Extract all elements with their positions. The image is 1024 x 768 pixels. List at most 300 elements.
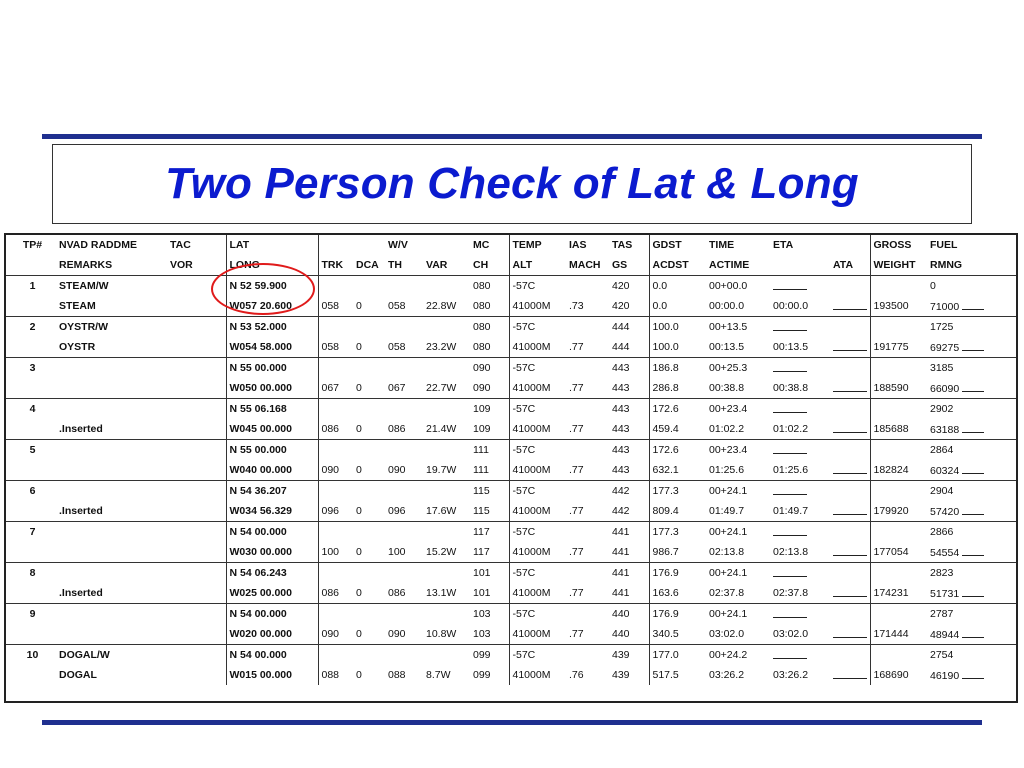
cell-var [423, 563, 470, 584]
cell-th [385, 481, 423, 502]
cell-name: OYSTR [59, 341, 96, 353]
cell-dca: 0 [356, 628, 362, 640]
cell-var [423, 358, 470, 379]
cell-ata [830, 624, 870, 645]
cell-trk: 067 [318, 378, 353, 399]
cell-trk [318, 358, 353, 379]
cell-lat: W034 56.329 [226, 501, 318, 522]
cell-th [385, 276, 423, 297]
cell-gdst: 177.3 [649, 522, 706, 543]
cell-fuel: 2904 [927, 481, 1016, 502]
cell-trk [318, 317, 353, 338]
blank-entry-line [773, 649, 807, 659]
cell-gross [870, 317, 927, 338]
cell-dca [353, 440, 385, 461]
cell-tas: 443 [609, 399, 649, 420]
cell-tas: 441 [612, 546, 630, 558]
cell-lat: W015 00.000 [226, 665, 318, 685]
header-cell: TEMP [509, 235, 566, 255]
cell-temp: -57C [509, 399, 566, 420]
cell-tac [167, 358, 226, 379]
cell-tas: 440 [612, 628, 630, 640]
cell-tp [6, 337, 56, 358]
bottom-divider-rule [42, 720, 982, 725]
cell-mc: 115 [470, 481, 509, 502]
blank-entry-line [833, 300, 867, 310]
cell-gross: 179920 [870, 501, 927, 522]
cell-gross [870, 440, 927, 461]
cell-time: 00:13.5 [709, 341, 745, 353]
cell-var: 13.1W [426, 587, 457, 599]
cell-mc: 099 [470, 645, 509, 666]
cell-temp: -57C [509, 440, 566, 461]
cell-ias: .77 [569, 341, 584, 353]
header-cell [770, 255, 830, 276]
cell-gross [870, 604, 927, 625]
cell-dca: 0 [356, 464, 362, 476]
cell-gross: 182824 [870, 460, 927, 481]
cell-time: 00+24.2 [706, 645, 770, 666]
header-cell: FUEL [930, 239, 958, 251]
cell-th: 100 [388, 546, 406, 558]
cell-th: 088 [388, 669, 406, 681]
cell-tac [167, 440, 226, 461]
cell-temp: 41000M [509, 460, 566, 481]
cell-tp: 10 [6, 645, 56, 666]
cell-dca: 0 [356, 669, 362, 681]
cell-mc: 080 [470, 276, 509, 297]
cell-gross [870, 481, 927, 502]
cell-tp: 7 [6, 522, 56, 543]
header-cell: LAT [226, 235, 318, 255]
blank-entry-line [962, 587, 984, 597]
header-cell: TAS [612, 239, 633, 251]
cell-mc: 111 [473, 464, 489, 476]
slide-title: Two Person Check of Lat & Long [165, 159, 859, 208]
cell-ata [830, 665, 870, 685]
cell-name [56, 542, 167, 563]
blank-entry-line [962, 423, 984, 433]
blank-entry-line [962, 546, 984, 556]
cell-gross [870, 276, 927, 297]
cell-dca: 0 [356, 300, 362, 312]
cell-temp: 41000M [509, 337, 566, 358]
cell-var: 10.8W [426, 628, 457, 640]
cell-var [423, 399, 470, 420]
cell-tac [167, 501, 226, 522]
cell-temp: -57C [509, 358, 566, 379]
cell-ias [566, 645, 609, 666]
cell-time: 00+24.1 [706, 481, 770, 502]
waypoint-row [6, 399, 1016, 420]
cell-eta: 01:02.2 [773, 423, 809, 435]
cell-ias [566, 276, 609, 297]
cell-tp: 6 [6, 481, 56, 502]
cell-var: 21.4W [426, 423, 457, 435]
cell-mc: 115 [473, 505, 490, 517]
cell-trk [318, 276, 353, 297]
cell-gdst: 176.9 [649, 563, 706, 584]
cell-gross [870, 399, 927, 420]
cell-trk: 096 [318, 501, 353, 522]
flight-plan-sheet [4, 233, 1018, 703]
cell-tas: 444 [609, 317, 649, 338]
cell-gdst: 163.6 [649, 583, 706, 604]
cell-mc: 117 [470, 522, 509, 543]
cell-fuel: 51731 [927, 583, 1016, 604]
cell-gdst: 632.1 [649, 460, 706, 481]
cell-dca: 0 [356, 505, 362, 517]
cell-tp [6, 583, 56, 604]
cell-mc: 101 [470, 563, 509, 584]
cell-trk: 058 [318, 337, 353, 358]
cell-dca [353, 317, 385, 338]
cell-eta: 02:13.8 [773, 546, 809, 558]
cell-dca [353, 645, 385, 666]
cell-tp [6, 542, 56, 563]
cell-mc: 117 [473, 546, 490, 558]
cell-tas: 441 [609, 563, 649, 584]
blank-entry-line [833, 382, 867, 392]
cell-mc: 080 [473, 341, 491, 353]
waypoint-row [6, 645, 1016, 666]
cell-lat: W050 00.000 [226, 378, 318, 399]
header-cell: WEIGHT [870, 255, 927, 276]
cell-var [423, 645, 470, 666]
cell-ata [830, 501, 870, 522]
blank-entry-line [962, 628, 984, 638]
cell-gdst: 809.4 [649, 501, 706, 522]
header-cell: CH [473, 259, 489, 271]
cell-ata [830, 645, 870, 666]
cell-mc: 103 [473, 628, 491, 640]
waypoint-detail-row [6, 501, 1016, 522]
cell-ata [830, 481, 870, 502]
cell-th [385, 399, 423, 420]
cell-eta: 01:25.6 [773, 464, 809, 476]
cell-gdst: 0.0 [649, 276, 706, 297]
cell-temp: 41000M [509, 501, 566, 522]
cell-tp [6, 501, 56, 522]
cell-gdst: 186.8 [649, 358, 706, 379]
cell-lat: N 53 52.000 [226, 317, 318, 338]
cell-lat: W057 20.600 [226, 296, 318, 317]
cell-trk [318, 645, 353, 666]
cell-temp: -57C [509, 522, 566, 543]
cell-tp [6, 665, 56, 685]
cell-tas: 443 [609, 358, 649, 379]
cell-trk: 090 [318, 624, 353, 645]
cell-mc: 109 [473, 423, 491, 435]
cell-tp [6, 624, 56, 645]
cell-ata [830, 583, 870, 604]
cell-time: 03:26.2 [709, 669, 745, 681]
header-cell [423, 235, 470, 255]
cell-time: 00+24.1 [706, 563, 770, 584]
cell-ias: .77 [569, 464, 584, 476]
cell-trk [318, 440, 353, 461]
header-cell: ALT [509, 255, 566, 276]
cell-dca: 0 [356, 587, 362, 599]
cell-tac [167, 317, 226, 338]
cell-eta: 03:02.0 [773, 628, 809, 640]
cell-gdst: 177.0 [649, 645, 706, 666]
cell-ata [830, 317, 870, 338]
cell-var: 15.2W [426, 546, 457, 558]
cell-name: DOGAL/W [56, 645, 167, 666]
cell-time: 02:13.8 [709, 546, 745, 558]
cell-eta [770, 563, 830, 584]
cell-gross: 185688 [870, 419, 927, 440]
cell-lat: N 54 00.000 [226, 604, 318, 625]
cell-temp: -57C [509, 645, 566, 666]
cell-name: .Inserted [59, 587, 103, 599]
cell-eta [770, 645, 830, 666]
cell-tp: 9 [6, 604, 56, 625]
cell-var: 8.7W [426, 669, 451, 681]
cell-dca: 0 [356, 423, 362, 435]
cell-gdst: 986.7 [649, 542, 706, 563]
cell-time: 00+23.4 [706, 399, 770, 420]
cell-eta: 03:26.2 [773, 669, 809, 681]
cell-ias [566, 440, 609, 461]
cell-ias [566, 522, 609, 543]
cell-trk [318, 481, 353, 502]
cell-tac [167, 665, 226, 685]
cell-mc: 099 [473, 669, 491, 681]
cell-dca [353, 563, 385, 584]
cell-tp [6, 419, 56, 440]
cell-var: 22.7W [426, 382, 457, 394]
cell-temp: -57C [509, 481, 566, 502]
cell-gross: 168690 [870, 665, 927, 685]
cell-name [56, 522, 167, 543]
cell-tp [6, 296, 56, 317]
cell-var [423, 481, 470, 502]
cell-th [385, 563, 423, 584]
cell-lat: N 52 59.900 [226, 276, 318, 297]
cell-ias [566, 317, 609, 338]
cell-dca [353, 604, 385, 625]
cell-tas: 439 [612, 669, 630, 681]
cell-fuel: 60324 [927, 460, 1016, 481]
blank-entry-line [962, 505, 984, 515]
cell-lat: W030 00.000 [226, 542, 318, 563]
cell-ias [566, 358, 609, 379]
cell-var [423, 317, 470, 338]
cell-gross [870, 645, 927, 666]
cell-tac [167, 542, 226, 563]
cell-fuel: 2754 [927, 645, 1016, 666]
cell-var [423, 604, 470, 625]
cell-th: 067 [388, 382, 406, 394]
cell-tac [167, 645, 226, 666]
cell-ias: .77 [569, 587, 584, 599]
blank-entry-line [833, 464, 867, 474]
header-cell: LONG [226, 255, 318, 276]
header-cell [318, 235, 353, 255]
cell-eta: 00:13.5 [773, 341, 809, 353]
cell-tas: 440 [609, 604, 649, 625]
cell-name [56, 563, 167, 584]
cell-dca [353, 276, 385, 297]
cell-gross: 177054 [870, 542, 927, 563]
cell-gross: 174231 [870, 583, 927, 604]
cell-gdst: 0.0 [649, 296, 706, 317]
blank-entry-line [962, 300, 984, 310]
cell-ata [830, 542, 870, 563]
waypoint-detail-row [6, 583, 1016, 604]
cell-th: 086 [388, 423, 406, 435]
flight-plan-body [6, 235, 1016, 685]
cell-tac [167, 481, 226, 502]
title-box [52, 144, 972, 224]
waypoint-row [6, 440, 1016, 461]
cell-temp: 41000M [509, 624, 566, 645]
cell-eta [770, 317, 830, 338]
cell-dca: 0 [356, 341, 362, 353]
cell-tac [167, 624, 226, 645]
waypoint-row [6, 358, 1016, 379]
cell-th [385, 522, 423, 543]
cell-temp: 41000M [509, 296, 566, 317]
cell-time: 00:00.0 [709, 300, 745, 312]
cell-th: 058 [388, 300, 406, 312]
cell-gross: 171444 [870, 624, 927, 645]
waypoint-row [6, 563, 1016, 584]
cell-th [385, 317, 423, 338]
cell-tas: 443 [612, 464, 630, 476]
header-cell: TRK [318, 255, 353, 276]
cell-tac [167, 419, 226, 440]
cell-eta [770, 604, 830, 625]
cell-gross: 188590 [870, 378, 927, 399]
cell-eta [770, 440, 830, 461]
cell-gross [870, 563, 927, 584]
cell-trk [318, 604, 353, 625]
cell-mc: 109 [470, 399, 509, 420]
cell-tac [167, 583, 226, 604]
cell-th: 096 [388, 505, 406, 517]
cell-tas: 443 [612, 382, 630, 394]
cell-tas: 443 [612, 423, 630, 435]
cell-trk: 088 [318, 665, 353, 685]
cell-fuel: 2866 [927, 522, 1016, 543]
cell-lat: W025 00.000 [226, 583, 318, 604]
cell-tac [167, 337, 226, 358]
cell-tp: 3 [6, 358, 56, 379]
cell-lat: W020 00.000 [226, 624, 318, 645]
cell-ias: .77 [569, 423, 584, 435]
header-cell: ATA [833, 259, 854, 271]
cell-name: .Inserted [59, 423, 103, 435]
cell-temp: -57C [509, 276, 566, 297]
cell-name [56, 399, 167, 420]
cell-gdst: 286.8 [649, 378, 706, 399]
cell-var [423, 522, 470, 543]
cell-tac [167, 563, 226, 584]
cell-fuel: 48944 [927, 624, 1016, 645]
cell-ata [830, 460, 870, 481]
cell-ias: .73 [569, 300, 584, 312]
blank-entry-line [773, 321, 807, 331]
cell-tas: 441 [609, 522, 649, 543]
blank-entry-line [833, 669, 867, 679]
cell-tac [167, 522, 226, 543]
header-cell: VOR [170, 259, 193, 271]
cell-name [56, 460, 167, 481]
cell-fuel: 54554 [927, 542, 1016, 563]
waypoint-row [6, 481, 1016, 502]
cell-name: DOGAL [59, 669, 97, 681]
cell-fuel: 63188 [927, 419, 1016, 440]
cell-fuel: 57420 [927, 501, 1016, 522]
header-row [6, 235, 1016, 255]
cell-ata [830, 440, 870, 461]
cell-ata [830, 358, 870, 379]
cell-tas: 420 [609, 276, 649, 297]
cell-tac [167, 604, 226, 625]
header-cell: TH [388, 259, 402, 271]
cell-ata [830, 522, 870, 543]
header-cell: W/V [388, 239, 408, 251]
waypoint-detail-row [6, 337, 1016, 358]
waypoint-detail-row [6, 624, 1016, 645]
cell-var [423, 276, 470, 297]
cell-eta [770, 522, 830, 543]
cell-gdst: 177.3 [649, 481, 706, 502]
header-row [6, 255, 1016, 276]
cell-trk: 086 [318, 419, 353, 440]
cell-th [385, 358, 423, 379]
blank-entry-line [773, 362, 807, 372]
cell-lat: N 54 00.000 [226, 522, 318, 543]
header-cell: TIME [709, 239, 735, 251]
cell-eta: 00:38.8 [773, 382, 809, 394]
header-cell [6, 255, 56, 276]
cell-dca [353, 522, 385, 543]
cell-trk: 100 [318, 542, 353, 563]
cell-dca [353, 399, 385, 420]
blank-entry-line [962, 341, 984, 351]
cell-trk: 086 [318, 583, 353, 604]
blank-entry-line [833, 546, 867, 556]
cell-gdst: 172.6 [649, 399, 706, 420]
cell-lat: W054 58.000 [226, 337, 318, 358]
cell-fuel: 3185 [927, 358, 1016, 379]
cell-mc: 090 [470, 358, 509, 379]
cell-var: 23.2W [426, 341, 457, 353]
header-cell: IAS [569, 239, 587, 251]
waypoint-detail-row [6, 296, 1016, 317]
cell-fuel: 69275 [927, 337, 1016, 358]
cell-tp: 5 [6, 440, 56, 461]
waypoint-row [6, 604, 1016, 625]
cell-lat: N 55 06.168 [226, 399, 318, 420]
header-cell [353, 235, 385, 255]
cell-ias: .76 [569, 669, 584, 681]
cell-dca [353, 358, 385, 379]
cell-fuel: 0 [927, 276, 1016, 297]
cell-fuel: 2864 [927, 440, 1016, 461]
cell-temp: -57C [509, 604, 566, 625]
cell-trk [318, 399, 353, 420]
blank-entry-line [773, 567, 807, 577]
cell-ata [830, 378, 870, 399]
cell-lat: N 54 36.207 [226, 481, 318, 502]
blank-entry-line [773, 608, 807, 618]
cell-eta: 01:49.7 [773, 505, 809, 517]
